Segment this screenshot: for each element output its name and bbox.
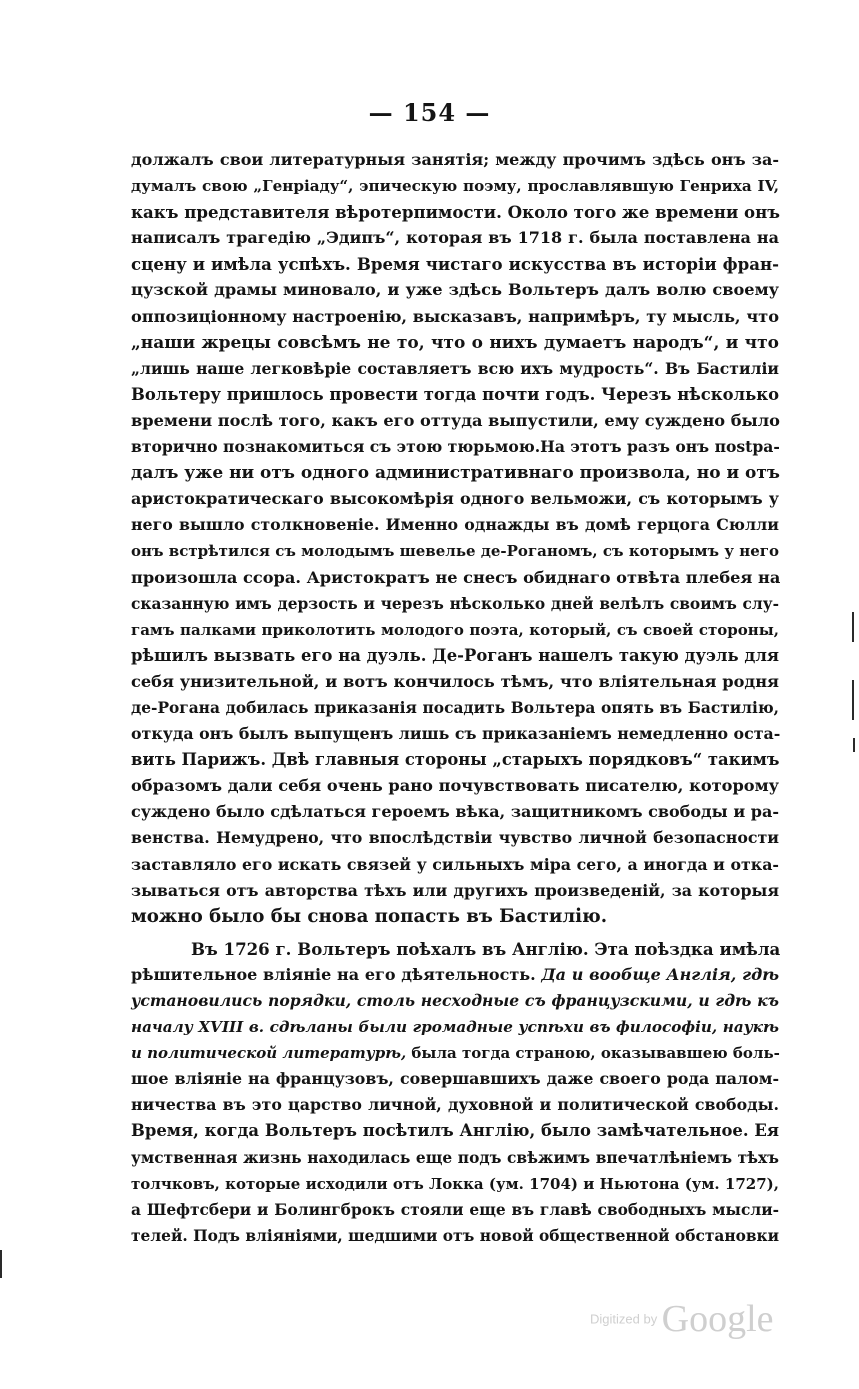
text-line: аристократическаго высокомѣрія одного вельможи, съ которымъ у xyxy=(131,489,779,509)
text-line: Въ 1726 г. Вольтеръ поѣхалъ въ Англію. Эта поѣздка имѣла xyxy=(191,938,781,959)
text-line: „лишь наше легковѣріе составляетъ всю ихъ мудрость“. Въ Бастиліи xyxy=(131,358,779,378)
italic-span: и политической литературѣ, xyxy=(131,1044,407,1063)
text-line: должалъ свои литературныя занятія; между прочимъ здѣсь онъ за- xyxy=(131,150,779,169)
scan-artifact xyxy=(853,738,855,752)
text-line: венства. Немудрено, что впослѣдствіи чувство личной безопасности xyxy=(131,828,779,848)
text-line: Время, когда Вольтеръ посѣтилъ Англію, было замѣчательное. Ея xyxy=(131,1121,779,1141)
text-line: умственная жизнь находилась еще подъ свѣжимъ впечатлѣніемъ тѣхъ xyxy=(131,1148,779,1167)
text-line: цузской драмы миновало, и уже здѣсь Вольтеръ далъ волю своему xyxy=(131,280,779,300)
text-line: образомъ дали себя очень рано почувствовать писателю, которому xyxy=(131,776,779,796)
scan-artifact xyxy=(0,1250,2,1278)
text-line: далъ уже ни отъ одного административнаго произвола, но и отъ xyxy=(131,463,780,484)
text-span: была тогда страною, оказывавшею боль- xyxy=(406,1044,780,1063)
text-line: началу XVIII в. сдѣланы были громадные успѣхи въ философіи, наукѣ xyxy=(131,1018,779,1037)
text-line xyxy=(131,962,779,988)
page-number: — 154 — xyxy=(368,98,491,127)
italic-span: Да и вообще Англія, гдѣ xyxy=(541,964,780,984)
text-line: установились порядки, столь несходные съ французскими, и гдѣ къ xyxy=(131,991,779,1010)
text-line: толчковъ, которые исходили отъ Локка (ум. 1704) и Ньютона (ум. 1727), xyxy=(131,1174,779,1193)
paragraph-1 xyxy=(131,147,779,930)
text-line: де-Рогана добилась приказанія посадить Вольтера опять въ Бастилію, xyxy=(131,698,779,717)
text-line: сказанную имъ дерзость и черезъ нѣсколько дней велѣлъ своимъ слу- xyxy=(131,594,779,613)
google-logo: Google xyxy=(661,1298,774,1340)
text-line: думалъ свою „Генріаду“, эпическую поэму, прославлявшую Генриха IV, xyxy=(131,177,779,196)
text-line: рѣшилъ вызвать его на дуэль. Де-Роганъ нашелъ такую дуэль для xyxy=(131,645,779,665)
text-line: зываться отъ авторства тѣхъ или другихъ произведеній, за которыя xyxy=(131,880,779,900)
text-line: него вышло столкновеніе. Именно однажды въ домѣ герцога Сюлли xyxy=(131,515,779,535)
text-line: телей. Подъ вліяніями, шедшими отъ новой общественной обстановки xyxy=(131,1226,780,1245)
text-span: рѣшительное вліяніе на его дѣятельность. xyxy=(131,964,536,984)
text-line xyxy=(131,1040,779,1066)
text-line: можно было бы снова попасть въ Бастилію. xyxy=(131,905,608,927)
text-line: какъ представителя вѣротерпимости. Около того же времени онъ xyxy=(131,202,780,223)
text-line: шое вліяніе на французовъ, совершавшихъ даже своего рода палом- xyxy=(131,1069,779,1089)
text-line: онъ встрѣтился съ молодымъ шевелье де-Роганомъ, съ которымъ у него xyxy=(131,542,779,561)
text-line: оппозиціонному настроенію, высказавъ, напримѣръ, ту мысль, что xyxy=(131,306,779,326)
text-line: вторично познакомиться съ этою тюрьмою.На этотъ разъ онъ пostра- xyxy=(131,437,780,457)
scan-artifact xyxy=(852,612,854,642)
text-line: ничества въ это царство личной, духовной и политической свободы. xyxy=(131,1095,779,1115)
text-line: „наши жрецы совсѣмъ не то, что о нихъ думаетъ народъ“, и что xyxy=(131,332,779,353)
text-line: гамъ палками приколотить молодого поэта, который, съ своей стороны, xyxy=(131,620,779,639)
paragraph-2 xyxy=(131,936,779,1249)
watermark-prefix: Digitized by xyxy=(590,1311,658,1327)
text-line: а Шефтсбери и Болингброкъ стояли еще въ главѣ свободныхъ мысли- xyxy=(131,1200,779,1219)
text-line: откуда онъ былъ выпущенъ лишь съ приказаніемъ немедленно оста- xyxy=(131,724,781,744)
text-line: написалъ трагедію „Эдипъ“, которая въ 1718 г. была поставлена на xyxy=(131,228,779,248)
text-line: Вольтеру пришлось провести тогда почти годъ. Черезъ нѣсколько xyxy=(131,384,779,404)
text-line: времени послѣ того, какъ его оттуда выпустили, ему суждено было xyxy=(131,410,780,430)
digitized-by-google-watermark xyxy=(590,1297,774,1347)
text-line: сцену и имѣла успѣхъ. Время чистаго искусства въ исторіи фран- xyxy=(131,254,779,275)
text-line: суждено было сдѣлаться героемъ вѣка, защитникомъ свободы и ра- xyxy=(131,802,779,822)
text-line: вить Парижъ. Двѣ главныя стороны „старыхъ порядковъ“ такимъ xyxy=(131,750,780,770)
scan-artifact xyxy=(852,680,854,720)
text-line: заставляло его искать связей у сильныхъ міра сего, а иногда и отка- xyxy=(131,854,779,874)
body-text xyxy=(131,147,779,1249)
text-line: себя унизительной, и вотъ кончилось тѣмъ, что вліятельная родня xyxy=(131,671,779,691)
text-line: произошла ссора. Аристократъ не снесъ обиднаго отвѣта плебея на xyxy=(131,567,781,587)
